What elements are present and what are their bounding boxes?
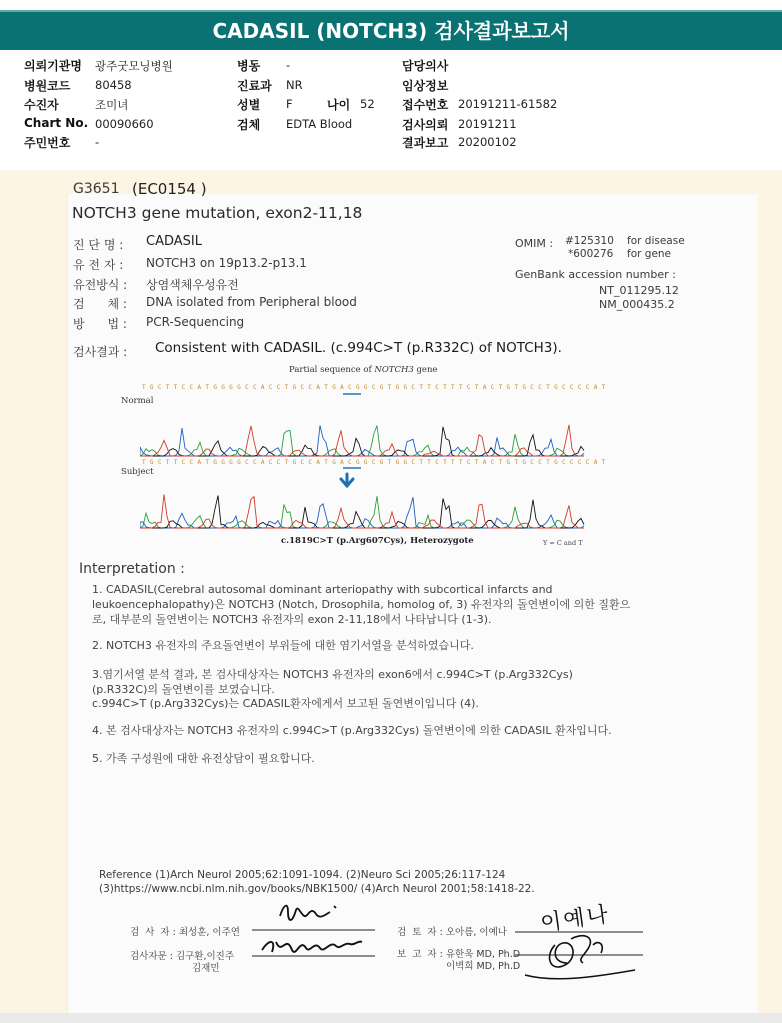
chromatogram-traces [140,388,590,538]
normal-sequence: T G C T T C C A T G G G G C C A C C T G C C A T G A C G G C G T G G C T T C T T T C T A C T G T G C C T G C C C C A T [142,384,606,391]
test-code: G3651 [73,181,120,197]
omim-disease-desc: for disease [627,235,685,247]
interp-5: 5. 가족 구성원에 대한 유전상담이 필요합니다. [92,752,315,765]
report-title: CADASIL (NOTCH3) 검사결과보고서 [212,19,570,43]
chromatogram-title-pre: Partial sequence of [289,365,375,375]
sex-value: F [286,97,293,111]
specimen-label: 검체 [237,118,261,132]
trace-subject-channel-2 [140,496,584,528]
test-code-secondary: (EC0154 ) [132,180,207,198]
receipt-no-value: 20191211-61582 [458,97,558,111]
reporter-label-2: 이벽희 MD, Ph.D [446,961,521,972]
subject-trace [140,494,584,528]
reporter-signature [550,936,603,967]
mutation-caption: c.1819C>T (p.Arg607Cys), Heterozygote [281,536,474,546]
trace-normal-channel-2 [140,427,584,456]
specimen-scan-label: 검 체 : [73,297,127,311]
report-date-label: 결과보고 [402,136,449,150]
department-label: 진료과 [237,79,272,93]
age-value: 52 [360,97,375,111]
inheritance-label: 유전방식 : [73,278,128,292]
interp-4: 4. 본 검사대상자는 NOTCH3 유전자의 c.994C>T (p.Arg332Cys) 돌연변이에 의한 CADASIL 환자입니다. [92,724,612,737]
reviewer-label: 검 토 자 : 오아름, 이예나 [397,927,507,938]
bottom-strip [0,1013,782,1023]
interp-3c: c.994C>T (p.Arg332Cys)는 CADASIL환자에게서 보고된 돌연변이입니다 (4). [92,697,479,710]
method-value: PCR-Sequencing [146,315,245,329]
genbank-nm: NM_000435.2 [599,298,675,311]
reviewer-handwritten-signature: 이예나 [538,902,612,937]
gene-value: NOTCH3 on 19p13.2-p13.1 [146,256,307,270]
inheritance-value: 상염색체우성유전 [146,278,239,292]
tester-signature [280,906,336,920]
diagnosis-label: 진 단 명 : [73,238,124,252]
advisor-label: 검사자문 : 김구환,이진주 [130,951,235,962]
institution-label: 의뢰기관명 [24,59,82,73]
age-label: 나이 [327,98,351,112]
chart-no-label: Chart No. [24,116,89,130]
patient-name-value: 조미녀 [95,98,129,112]
diagnosis-value: CADASIL [146,234,202,249]
reporter-signature-2 [525,970,635,979]
interp-1b: leukoencephalopathy)은 NOTCH3 (Notch, Drosophila, homolog of, 3) 유전자의 돌연변이에 의한 질환으 [92,598,631,611]
genbank-label: GenBank accession number : [515,268,676,281]
reference-line-1: Reference (1)Arch Neurol 2005;62:1091-1094. (2)Neuro Sci 2005;26:117-124 [99,869,506,881]
request-date-value: 20191211 [458,117,517,131]
result-value: Consistent with CADASIL. (c.994C>T (p.R332C) of NOTCH3). [155,340,562,356]
specimen-value: EDTA Blood [286,117,353,131]
resident-no-value: - [95,135,100,149]
interp-2: 2. NOTCH3 유전자의 주요돌연변이 부위들에 대한 염기서열을 분석하였습니다. [92,639,474,652]
ward-label: 병동 [237,59,261,73]
clinical-info-label: 임상정보 [402,79,449,93]
advisor-label-2: 김재민 [192,963,220,974]
tester-label: 검 사 자 : 최성훈, 이주연 [130,927,240,938]
trace-normal-channel-3 [140,425,584,456]
iupac-note: Y = C and T [543,539,583,547]
department-value: NR [286,78,303,92]
resident-no-label: 주민번호 [24,136,71,150]
omim-label: OMIM : [515,237,554,250]
interp-3b: (p.R332C)의 돌연변이를 보였습니다. [92,683,275,696]
omim-gene-id: *600276 [568,248,614,260]
tester-signatures [240,898,400,978]
sex-label: 성별 [237,98,261,112]
hospital-code-value: 80458 [95,78,132,92]
interpretation-title: Interpretation : [79,561,185,577]
gene-label: 유 전 자 : [73,258,124,272]
reference-line-2: (3)https://www.ncbi.nlm.nih.gov/books/NBK1500/ (4)Arch Neurol 2001;58:1418-22. [99,883,535,895]
omim-disease-id: #125310 [565,235,614,247]
interp-1c: 로, 대부분의 돌연변이는 NOTCH3 유전자의 exon 2-11,18에서 나타납니다 (1-3). [92,613,492,626]
receipt-no-label: 접수번호 [402,98,449,112]
reporter-label: 보 고 자 : 유한욱 MD, Ph.D [397,949,521,960]
subject-label: Subject [121,467,154,477]
chromatogram-title [289,365,437,375]
trace-normal-channel-0 [140,426,584,456]
genbank-nt: NT_011295.12 [599,284,679,297]
method-label: 방 법 : [73,317,127,331]
patient-name-label: 수진자 [24,98,59,112]
request-date-label: 검사의뢰 [402,118,449,132]
mutation-arrow-icon [341,474,353,486]
chromatogram-title-post: gene [413,365,438,375]
trace-subject-channel-3 [140,494,584,528]
test-name: NOTCH3 gene mutation, exon2-11,18 [72,204,363,222]
specimen-scan-value: DNA isolated from Peripheral blood [146,295,357,309]
result-label: 검사결과 : [73,345,128,359]
normal-label: Normal [121,396,154,406]
advisor-signature [262,942,362,952]
normal-trace [140,425,584,456]
chart-no-value: 00090660 [95,117,154,131]
institution-value: 광주굿모닝병원 [95,59,173,73]
omim-gene-desc: for gene [627,248,672,260]
interp-1a: 1. CADASIL(Cerebral autosomal dominant arteriopathy with subcortical infarcts and [92,583,553,596]
ward-value: - [286,58,291,72]
reviewer-signatures [505,915,655,995]
chromatogram-title-gene: NOTCH3 [374,365,414,375]
doctor-label: 담당의사 [402,59,449,73]
trace-normal-channel-1 [140,426,584,457]
report-date-value: 20200102 [458,135,517,149]
subject-sequence: T G C T T C C A T G G G G C C A C C T G C C A T G A C G G C G T G G C T T C T T T C T A C T G T G C C T G C C C C A T [142,459,606,466]
interp-3a: 3.염기서열 분석 결과, 본 검사대상자는 NOTCH3 유전자의 exon6에서 c.994C>T (p.Arg332Cys) [92,668,573,681]
hospital-code-label: 병원코드 [24,79,71,93]
